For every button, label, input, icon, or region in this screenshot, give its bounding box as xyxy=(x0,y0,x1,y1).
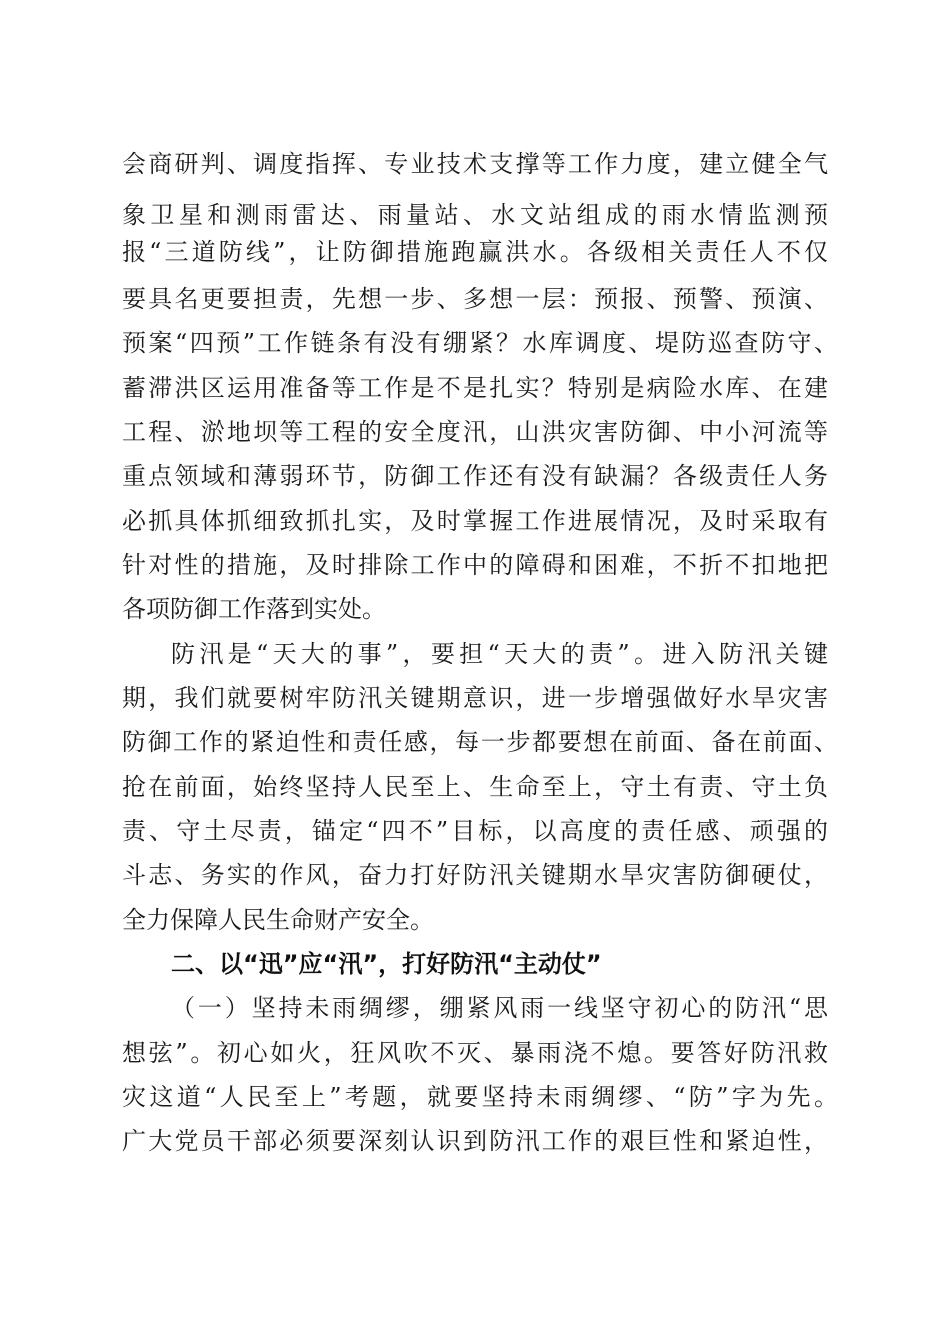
section-heading: 二、以“迅”应“汛”，打好防汛“主动仗” xyxy=(171,950,602,978)
body-line: 灾这道“人民至上”考题，就要坚持未雨绸缪、“防”字为先。 xyxy=(122,1083,842,1111)
body-line: 重点领域和薄弱环节，防御工作还有没有缺漏？各级责任人务 xyxy=(122,462,831,490)
body-line: 必抓具体抓细致抓扎实，及时掌握工作进展情况，及时采取有 xyxy=(122,507,831,535)
body-line: 要具名更要担责，先想一步、多想一层：预报、预警、预演、 xyxy=(122,285,831,313)
body-line: 工程、淤地坝等工程的安全度汛，山洪灾害防御、中小河流等 xyxy=(122,418,831,446)
body-line: 斗志、务实的作风，奋力打好防汛关键期水旱灾害防御硬仗， xyxy=(122,861,831,889)
body-line: 抢在前面，始终坚持人民至上、生命至上，守土有责、守土负 xyxy=(122,773,831,801)
body-line: 想弦”。初心如火，狂风吹不灭、暴雨浇不熄。要答好防汛救 xyxy=(122,1039,831,1067)
body-line: 预案“四预”工作链条有没有绷紧？水库调度、堤防巡查防守、 xyxy=(122,329,841,357)
body-line: 各项防御工作落到实处。 xyxy=(122,595,386,623)
body-line: 防汛是“天大的事”，要担“天大的责”。进入防汛关键 xyxy=(171,640,833,668)
body-line: 防御工作的紧迫性和责任感，每一步都要想在前面、备在前面、 xyxy=(122,728,840,756)
body-line: 针对性的措施，及时排除工作中的障碍和困难，不折不扣地把 xyxy=(122,551,831,579)
body-line: 象卫星和测雨雷达、雨量站、水文站组成的雨水情监测预 xyxy=(122,201,833,229)
body-line: 报“三道防线”，让防御措施跑赢洪水。各级相关责任人不仅 xyxy=(122,238,832,266)
body-line: 责、守土尽责，锚定“四不”目标，以高度的责任感、顽强的 xyxy=(122,817,832,845)
body-line: 全力保障人民生命财产安全。 xyxy=(122,906,434,934)
body-line: 会商研判、调度指挥、专业技术支撑等工作力度，建立健全气 xyxy=(122,150,831,178)
body-line: 蓄滞洪区运用准备等工作是不是扎实？特别是病险水库、在建 xyxy=(122,374,831,402)
body-line: 期，我们就要树牢防汛关键期意识，进一步增强做好水旱灾害 xyxy=(122,684,831,712)
body-line: 广大党员干部必须要深刻认识到防汛工作的艰巨性和紧迫性， xyxy=(122,1127,831,1155)
body-line: （一）坚持未雨绸缪，绷紧风雨一线坚守初心的防汛“思 xyxy=(171,994,831,1022)
